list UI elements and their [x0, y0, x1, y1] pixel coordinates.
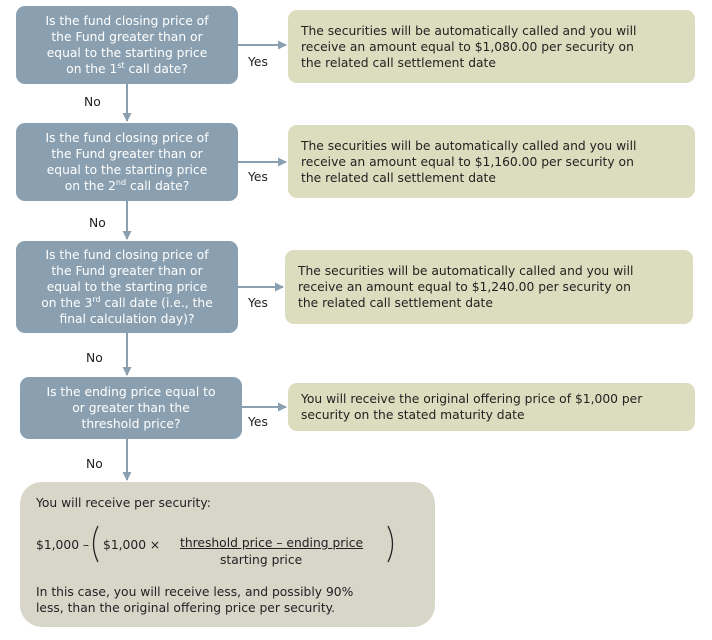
- question-line: equal to the starting price: [46, 280, 208, 294]
- question-line: the Fund greater than or: [51, 147, 203, 161]
- answer-line: You will receive the original offering price of $1,000 per: [301, 392, 643, 406]
- question-line: threshold price?: [81, 417, 181, 431]
- question-box-1: [16, 6, 238, 84]
- question-line: equal to the starting price: [46, 163, 208, 177]
- answer-line: the related call settlement date: [301, 55, 496, 70]
- yes-label-1: Yes: [248, 55, 268, 69]
- yes-label-4: Yes: [248, 415, 268, 429]
- yes-label-3: Yes: [248, 296, 268, 310]
- question-line: or greater than the: [72, 401, 190, 415]
- question-line: Is the ending price equal to: [46, 385, 216, 399]
- question-box-4: [20, 377, 242, 439]
- formula-numerator: threshold price – ending price: [180, 536, 364, 550]
- question-line: the Fund greater than or: [51, 30, 203, 44]
- answer-box-2: [288, 125, 695, 198]
- final-note-line: In this case, you will receive less, and possibly 90%: [36, 585, 354, 599]
- no-label-4: No: [86, 457, 103, 471]
- question-box-2: [16, 123, 238, 201]
- answer-line: receive an amount equal to $1,240.00 per security on: [298, 280, 631, 294]
- question-line: on the 2nd call date?: [64, 178, 190, 193]
- question-line: final calculation day)?: [59, 312, 195, 326]
- final-note-line: less, than the original offering price per security.: [36, 601, 336, 615]
- question-line: on the 1st call date?: [66, 61, 188, 76]
- no-label-2: No: [89, 216, 106, 230]
- question-line: Is the fund closing price of: [45, 131, 209, 145]
- answer-line: security on the stated maturity date: [301, 408, 525, 422]
- left-paren-icon: [88, 525, 100, 563]
- final-outcome-box: [20, 482, 435, 627]
- answer-line: the related call settlement date: [301, 170, 496, 185]
- answer-line: The securities will be automatically called and you will: [298, 264, 634, 278]
- answer-box-4: [288, 383, 695, 431]
- answer-line: The securities will be automatically called and you will: [301, 138, 637, 153]
- question-box-3: [16, 241, 238, 333]
- answer-box-3: [285, 250, 693, 324]
- no-label-3: No: [86, 351, 103, 365]
- question-line: Is the fund closing price of: [45, 14, 209, 28]
- no-label-1: No: [84, 95, 101, 109]
- final-intro: You will receive per security:: [36, 496, 211, 510]
- answer-line: receive an amount equal to $1,080.00 per security on: [301, 39, 634, 54]
- formula-inner: $1,000 ×: [103, 538, 161, 552]
- answer-line: The securities will be automatically called and you will: [301, 23, 637, 38]
- question-line: on the 3rd call date (i.e., the: [41, 295, 213, 310]
- question-line: Is the fund closing price of: [45, 248, 209, 262]
- answer-line: receive an amount equal to $1,160.00 per security on: [301, 154, 634, 169]
- question-line: the Fund greater than or: [51, 264, 203, 278]
- final-note: [36, 584, 416, 616]
- right-paren-icon: [386, 525, 398, 563]
- yes-label-2: Yes: [248, 170, 268, 184]
- formula-denominator: starting price: [220, 553, 303, 567]
- answer-box-1: [288, 10, 695, 83]
- question-line: equal to the starting price: [46, 46, 208, 60]
- formula-lead: $1,000 –: [36, 538, 90, 552]
- answer-line: the related call settlement date: [298, 296, 493, 310]
